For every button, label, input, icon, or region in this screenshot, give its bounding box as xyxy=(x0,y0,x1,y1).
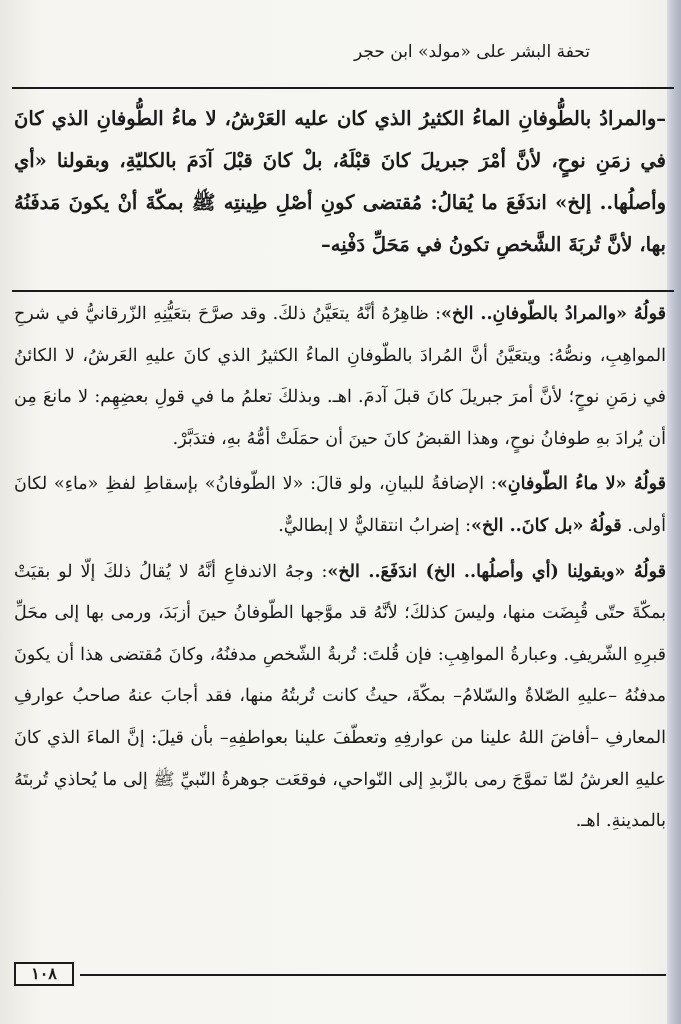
header-rule xyxy=(12,87,674,89)
matn-sharh-divider xyxy=(12,290,674,292)
commentary-lemma: قولُهُ «بل كانَ.. الخ» xyxy=(471,515,622,536)
commentary-lemma: قولُهُ «والمرادُ بالطّوفانِ.. الخ» xyxy=(441,304,666,324)
commentary-block xyxy=(14,294,666,847)
commentary-paragraph-1 xyxy=(14,294,666,460)
commentary-text: : الإضافةُ للبيانِ، ولو قالَ: «لا الطّوفانُ» بإسقاطِ لفظِ «ماءِ» لكانَ أولى. xyxy=(14,474,666,536)
matn-text-block: –والمرادُ بالطُّوفانِ الماءُ الكثيرُ الذي كان عليه العَرْشُ، لا ماءُ الطُّوفانِ الذي كانَ في زمَنِ نوحٍ، لأنَّ أمْرَ جبريلَ كانَ قبْلَهُ، بلْ كانَ قبْلَ آدَمَ بالكليّةِ، وبقولنا «أي وأصلُها.. إلخ» اندَفَعَ ما يُقالُ: مُقتضى كونِ أصْلِ طِينتِه ﷺ بمكّةَ أنْ يكونَ مَدفَنُهُ بها، لأنَّ تُربَةَ الشَّخصِ تكونُ في مَحَلِّ دَفْنِه– xyxy=(14,107,666,256)
commentary-paragraph-2 xyxy=(14,464,666,547)
commentary-lemma: قولُهُ «وبقولِنا (أي وأصلُها.. الخ) اندَفَعَ.. الخ» xyxy=(327,561,666,582)
running-header xyxy=(70,40,590,64)
commentary-text: : إضرابُ انتقاليٌّ لا إبطاليٌّ. xyxy=(278,515,472,536)
commentary-paragraph-3 xyxy=(14,552,666,843)
commentary-lemma: قولُهُ «لا ماءُ الطّوفانِ» xyxy=(496,474,666,495)
book-spine-edge xyxy=(667,0,681,1024)
page-number: ١٠٨ xyxy=(14,962,74,986)
footer-rule xyxy=(80,974,666,976)
commentary-text: : ظاهِرُهُ أنَّهُ يتعَيَّنُ ذلكَ. وقد صرَّحَ بتعَيُّنِهِ الزّرقانيُّ في شرحِ المواهِبِ، ونصُّهُ: ويتعَيَّنُ أنَّ المُرادَ بالطّوفانِ الماءُ الكثيرُ الذي كانَ عليهِ العَرشُ، لا الكائنُ في زمَنِ نوحٍ؛ لأنَّ أمرَ جبريلَ كانَ قبلَ آدمَ. اهـ. وبذلكَ تعلمُ ما في قولِ بعضِهِم: لا مانعَ مِن أن يُرادَ بهِ طوفانُ نوحٍ، وهذا القبضُ كانَ حينَ أن حمَلَتْ أمُّهُ بهِ، فتدَبَّرْ. xyxy=(14,304,666,449)
running-title: تحفة البشر على «مولد» ابن حجر xyxy=(353,42,590,62)
commentary-text: : وجهُ الاندفاعِ أنَّهُ لا يُقالُ ذلكَ إلّا لو بقيَتْ بمكّةَ حتّى قُبِضَت منها، وليسَ كذلكَ؛ لأنَّهُ قد موَّجها الطّوفانُ حينَ أزبَدَ، ورمى بها إلى محَلِّ قبرِهِ الشّريفِ. وعبارةُ المواهِبِ: فإن قُلتَ: تُربةُ الشّخصِ مدفنُهُ، وكانَ مُقتضى هذا أن يكونَ مدفنُهُ –عليهِ الصّلاةُ والسّلامُ– بمكّةَ، حيثُ كانت تُربتُهُ منها، فقد أجابَ عنهُ صاحبُ عوارفِ المعارفِ –أفاضَ اللهُ علينا من عوارفِهِ وتعطّفَ علينا بعواطفِهِ– بأن قيلَ: إنَّ الماءَ الذي كانَ عليهِ العرشُ لمّا تموَّجَ رمى بالزّبدِ إلى النّواحي، فوقعَت جوهرةُ النّبيِّ ﷺ إلى ما يُحاذي تُربتَهُ بالمدينةِ. اهـ. xyxy=(14,561,666,832)
page-footer xyxy=(14,962,666,986)
